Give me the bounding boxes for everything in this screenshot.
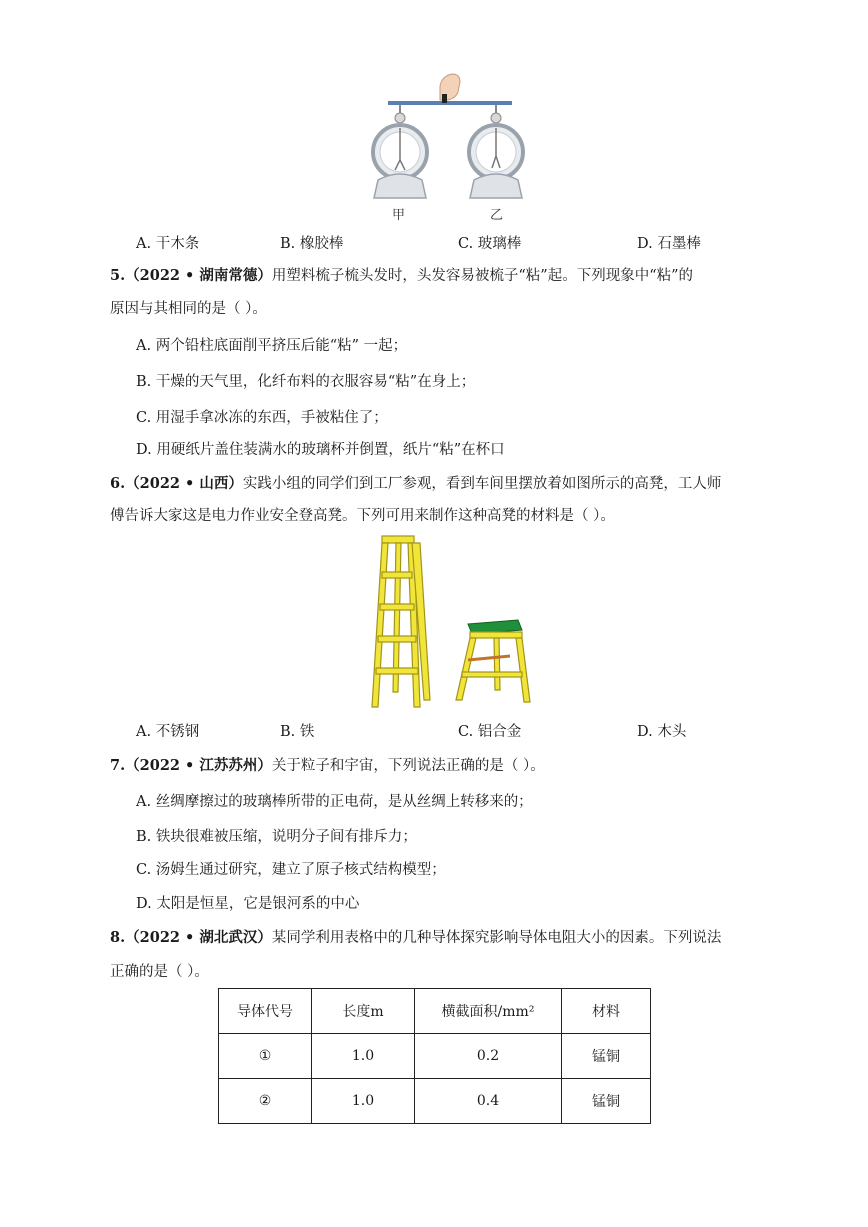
q5-option-b[interactable]: B. 干燥的天气里，化纤布料的衣服容易“粘”在身上； bbox=[136, 374, 476, 390]
q5-text: 用塑料梳子梳头发时，头发容易被梳子“粘”起。下列现象中“粘”的 bbox=[271, 268, 694, 284]
table-row bbox=[219, 1034, 651, 1079]
q4-option-d[interactable]: D. 石墨棒 bbox=[637, 236, 701, 252]
q8-number: 8. bbox=[110, 929, 126, 946]
figure-label-yi: 乙 bbox=[490, 208, 504, 223]
table-header-cell: 材料 bbox=[562, 989, 651, 1034]
q5-stem-line1 bbox=[110, 266, 693, 286]
q7-option-d[interactable]: D. 太阳是恒星，它是银河系的中心 bbox=[136, 896, 360, 912]
q7-option-a[interactable]: A. 丝绸摩擦过的玻璃棒所带的正电荷，是从丝绸上转移来的； bbox=[136, 794, 533, 810]
table-cell: ① bbox=[219, 1034, 312, 1079]
tall-stool bbox=[372, 536, 430, 707]
q5-option-d[interactable]: D. 用硬纸片盖住装满水的玻璃杯并倒置，纸片“粘”在杯口 bbox=[136, 442, 505, 458]
electroscope-right bbox=[469, 105, 523, 198]
q5-source: （2022 • 湖南常德） bbox=[125, 267, 272, 284]
table-header-cell: 导体代号 bbox=[219, 989, 312, 1034]
q6-source: （2022 • 山西） bbox=[125, 475, 243, 492]
conductor-table bbox=[218, 988, 651, 1124]
q8-stem-line2: 正确的是（ ）。 bbox=[110, 964, 209, 980]
q5-option-c[interactable]: C. 用湿手拿冰冻的东西，手被粘住了； bbox=[136, 410, 388, 426]
q4-option-b[interactable]: B. 橡胶棒 bbox=[280, 236, 344, 252]
q5-option-a[interactable]: A. 两个铅柱底面削平挤压后能“粘” 一起； bbox=[136, 338, 408, 354]
q8-source: （2022 • 湖北武汉） bbox=[125, 929, 272, 946]
q6-stem-line1 bbox=[110, 474, 721, 494]
q5-number: 5. bbox=[110, 267, 126, 284]
q7-text: 关于粒子和宇宙，下列说法正确的是（ ）。 bbox=[271, 758, 545, 774]
q6-stem-line2: 傅告诉大家这是电力作业安全登高凳。下列可用来制作这种高凳的材料是（ ）。 bbox=[110, 508, 615, 524]
q7-number: 7. bbox=[110, 757, 126, 774]
electroscope-figure bbox=[360, 68, 540, 228]
q7-option-c[interactable]: C. 汤姆生通过研究，建立了原子核式结构模型； bbox=[136, 862, 446, 878]
small-stool bbox=[456, 620, 530, 702]
table-cell: 0.4 bbox=[415, 1079, 562, 1124]
connecting-rod bbox=[388, 101, 512, 105]
q8-text: 某同学利用表格中的几种导体探究影响导体电阻大小的因素。下列说法 bbox=[271, 930, 722, 946]
safety-stool-figure bbox=[370, 532, 535, 714]
table-header-cell: 横截面积/mm² bbox=[415, 989, 562, 1034]
table-cell: ② bbox=[219, 1079, 312, 1124]
q5-stem-line2: 原因与其相同的是（ ）。 bbox=[110, 301, 267, 317]
q7-source: （2022 • 江苏苏州） bbox=[125, 757, 272, 774]
table-cell: 1.0 bbox=[312, 1079, 415, 1124]
electroscope-left bbox=[373, 105, 427, 198]
table-header-row bbox=[219, 989, 651, 1034]
table-header-cell: 长度m bbox=[312, 989, 415, 1034]
q6-option-a[interactable]: A. 不锈钢 bbox=[136, 724, 200, 740]
q8-stem-line1 bbox=[110, 928, 721, 948]
table-cell: 锰铜 bbox=[562, 1079, 651, 1124]
q7-option-b[interactable]: B. 铁块很难被压缩，说明分子间有排斥力； bbox=[136, 829, 417, 845]
table-row bbox=[219, 1079, 651, 1124]
q6-number: 6. bbox=[110, 475, 126, 492]
q6-option-c[interactable]: C. 铝合金 bbox=[458, 724, 522, 740]
figure-label-jia: 甲 bbox=[392, 208, 406, 223]
q4-option-c[interactable]: C. 玻璃棒 bbox=[458, 236, 522, 252]
q6-text: 实践小组的同学们到工厂参观，看到车间里摆放着如图所示的高凳，工人师 bbox=[242, 476, 722, 492]
table-cell: 1.0 bbox=[312, 1034, 415, 1079]
table-cell: 0.2 bbox=[415, 1034, 562, 1079]
q6-option-d[interactable]: D. 木头 bbox=[637, 724, 687, 740]
table-cell: 锰铜 bbox=[562, 1034, 651, 1079]
q4-option-a[interactable]: A. 干木条 bbox=[136, 236, 200, 252]
q6-option-b[interactable]: B. 铁 bbox=[280, 724, 315, 740]
q7-stem bbox=[110, 756, 545, 776]
